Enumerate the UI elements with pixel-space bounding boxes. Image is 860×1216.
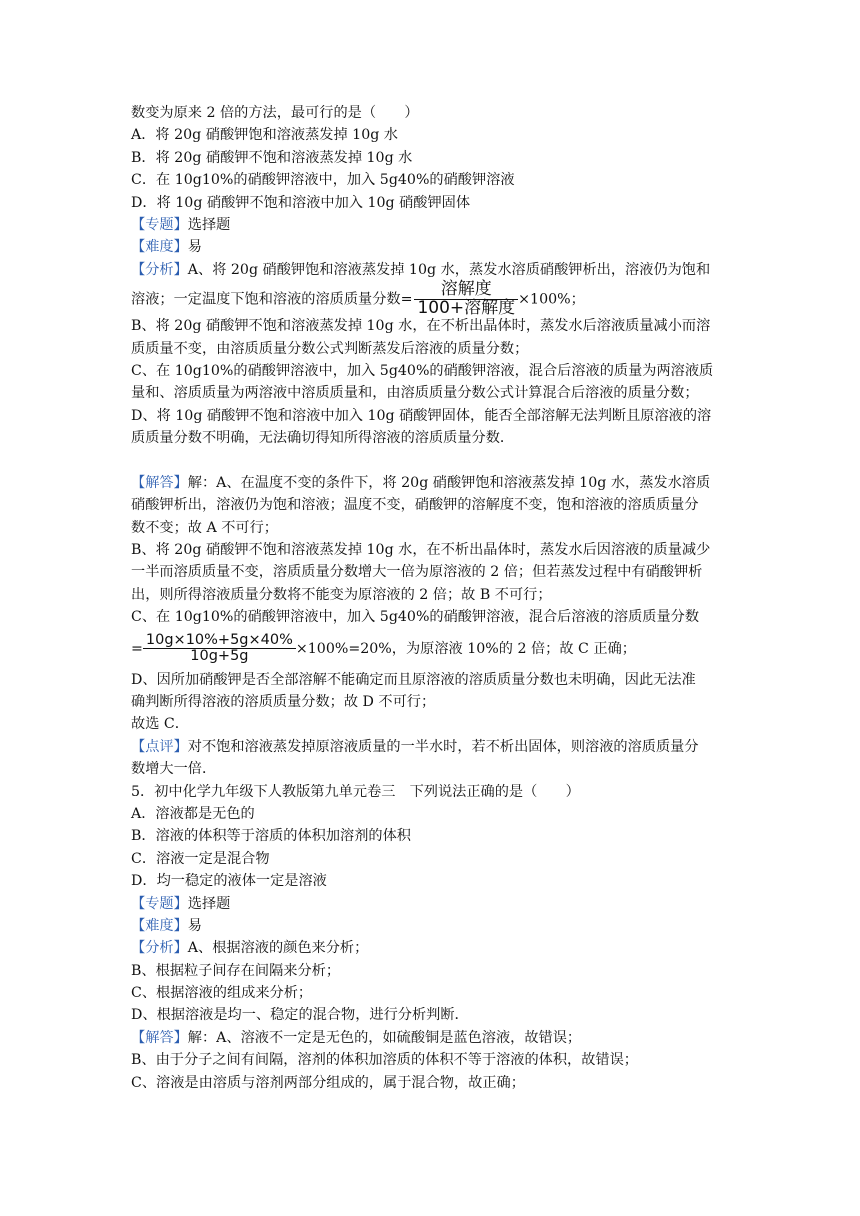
analysis-line-1: 【分析】A、将 20g 硝酸钾饱和溶液蒸发掉 10g 水，蒸发水溶质硝酸钾析出，溶液仍为饱和: [131, 261, 711, 278]
answer-line-6: 出，则所得溶液质量分数将不能变为原溶液的 2 倍；故 B 不可行；: [131, 586, 552, 603]
answer-line-10: 确判断所得溶液的溶质质量分数；故 D 不可行；: [131, 693, 436, 710]
analysis-line-8: 质质量分数不明确，无法确切得知所得溶液的溶质质量分数．: [131, 430, 515, 447]
option-d: D．将 10g 硝酸钾不饱和溶液中加入 10g 硝酸钾固体: [131, 194, 471, 211]
analysis-line-2: 溶液；一定温度下饱和溶液的溶质质量分数= $\frac{\text{溶解度}}{\text{100+溶解度}}$ ×100%；: [131, 279, 585, 318]
comment-line-1: 【点评】对不饱和溶液蒸发掉原溶液质量的一半水时，若不析出固体，则溶液的溶质质量分: [131, 738, 699, 755]
q5-answer-line-3: C、溶液是由溶质与溶剂两部分组成的，属于混合物，故正确；: [131, 1074, 525, 1091]
q5-topic-line: 【专题】选择题: [131, 895, 231, 912]
q5-analysis-line-2: B、根据粒子间存在间隔来分析；: [131, 962, 341, 979]
question-stem-continued: 数变为原来 2 倍的方法，最可行的是（ ）: [131, 105, 419, 121]
comment-tag: 【点评】: [131, 738, 188, 755]
document-body: [131, 102, 731, 1094]
q5-analysis-line-1: 【分析】A、根据溶液的颜色来分析；: [131, 940, 369, 957]
q5-answer-line-2: B、由于分子之间有间隔，溶剂的体积加溶质的体积不等于溶液的体积，故错误；: [131, 1052, 638, 1069]
difficulty-value: 易: [187, 239, 202, 256]
question-5-stem: 5．初中化学九年级下人教版第九单元卷三 下列说法正确的是（ ）: [131, 783, 580, 800]
option-a: A．将 20g 硝酸钾饱和溶液蒸发掉 10g 水: [131, 127, 398, 144]
topic-value: 选择题: [187, 216, 231, 233]
option-c: C．在 10g10%的硝酸钾溶液中，加入 5g40%的硝酸钾溶液: [131, 172, 515, 189]
answer-line-8: = $\frac{10g\times 10\%+5g\times 40\%}{10g+5g}$ ×100%=20%，为原溶液 10%的 2 倍；故 C 正确；: [131, 631, 636, 665]
q5-option-a: A．溶液都是无色的: [131, 805, 255, 822]
q5-difficulty-line: 【难度】易: [131, 917, 202, 934]
answer-line-5: 一半而溶质质量不变，溶质质量分数增大一倍为原溶液的 2 倍；但若蒸发过程中有硝酸钾析: [131, 564, 703, 581]
answer-line-4: B、将 20g 硝酸钾不饱和溶液蒸发掉 10g 水，在不析出晶体时，蒸发水后因溶液的质量减少: [131, 542, 711, 559]
q5-option-d: D．均一稳定的液体一定是溶液: [131, 873, 327, 890]
answer-line-3: 数不变；故 A 不可行；: [131, 519, 278, 536]
comment-line-2: 数增大一倍．: [131, 761, 217, 778]
analysis-line-4: 质质量不变，由溶质质量分数公式判断蒸发后溶液的质量分数；: [131, 340, 529, 357]
analysis-line-3: B、将 20g 硝酸钾不饱和溶液蒸发掉 10g 水，在不析出晶体时，蒸发水后溶液质量减小而溶: [131, 318, 711, 335]
q5-analysis-line-3: C、根据溶液的组成来分析；: [131, 985, 313, 1002]
answer-line-11: 故选 C．: [131, 716, 189, 733]
analysis-line-6: 量和、溶质质量为两溶液中溶质质量和，由溶质质量分数公式计算混合后溶液的质量分数；: [131, 385, 699, 402]
analysis-line-9: [131, 449, 731, 471]
answer-line-9: D、因所加硝酸钾是否全部溶解不能确定而且原溶液的溶质质量分数也未明确，因此无法准: [131, 671, 696, 688]
difficulty-tag: 【难度】: [131, 239, 188, 256]
analysis-line-5: C、在 10g10%的硝酸钾溶液中，加入 5g40%的硝酸钾溶液，混合后溶液的质量为两溶液质: [131, 362, 714, 379]
solubility-fraction: $\frac{\text{溶解度}}{\text{100+溶解度}}$: [414, 281, 518, 318]
q5-answer-line-1: 【解答】解：A、溶液不一定是无色的，如硫酸铜是蓝色溶液，故错误；: [131, 1029, 582, 1046]
q5-option-c: C．溶液一定是混合物: [131, 850, 270, 867]
analysis-tag: 【分析】: [131, 261, 188, 278]
topic-line: [131, 214, 731, 236]
answer-line-1: 【解答】解：A、在温度不变的条件下，将 20g 硝酸钾饱和溶液蒸发掉 10g 水，蒸发水溶质: [131, 474, 711, 491]
answer-line-7: C、在 10g10%的硝酸钾溶液中，加入 5g40%的硝酸钾溶液，混合后溶液的溶质质量分数: [131, 609, 700, 626]
difficulty-line: [131, 236, 731, 258]
option-b: B．将 20g 硝酸钾不饱和溶液蒸发掉 10g 水: [131, 149, 413, 166]
analysis-line-7: D、将 10g 硝酸钾不饱和溶液中加入 10g 硝酸钾固体，能否全部溶解无法判断且原溶液的溶: [131, 407, 712, 424]
answer-line-2: 硝酸钾析出，溶液仍为饱和溶液；温度不变，硝酸钾的溶解度不变，饱和溶液的溶质质量分: [131, 497, 699, 514]
q5-analysis-line-4: D、根据溶液是均一、稳定的混合物，进行分析判断．: [131, 1007, 469, 1024]
answer-tag: 【解答】: [131, 474, 188, 491]
mass-fraction-formula: $\frac{10g\times 10\%+5g\times 40\%}{10g+5g}$: [143, 633, 296, 664]
topic-tag: 【专题】: [131, 216, 188, 233]
q5-option-b: B．溶液的体积等于溶质的体积加溶剂的体积: [131, 828, 411, 845]
